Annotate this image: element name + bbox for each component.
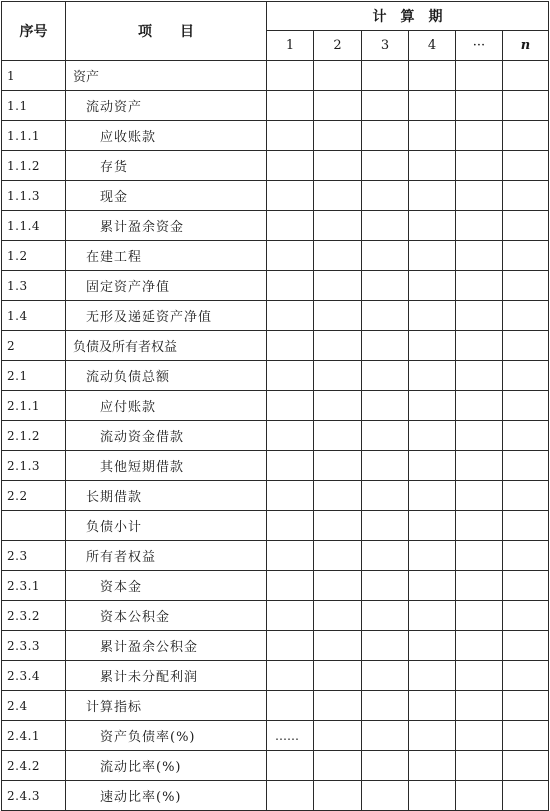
period-cell (267, 511, 314, 541)
period-cell (409, 181, 456, 211)
header-period-1: 1 (267, 31, 314, 61)
table-row (2, 361, 549, 391)
row-item: 应付账款 (66, 391, 267, 421)
header-period-group: 计 算 期 (267, 2, 549, 31)
period-cell (409, 601, 456, 631)
row-seq: 1.1.2 (2, 151, 66, 181)
period-cell (362, 451, 409, 481)
table-row (2, 61, 549, 91)
period-cell (409, 571, 456, 601)
period-cell (267, 301, 314, 331)
period-cell (267, 331, 314, 361)
period-cell (503, 331, 549, 361)
period-cell (503, 481, 549, 511)
row-seq: 2.3 (2, 541, 66, 571)
period-cell (267, 691, 314, 721)
period-cell (456, 511, 503, 541)
period-cell (314, 661, 362, 691)
period-cell (503, 451, 549, 481)
period-cell (362, 751, 409, 781)
period-cell (362, 631, 409, 661)
period-cell (314, 121, 362, 151)
period-cell (456, 601, 503, 631)
row-item: 在建工程 (66, 241, 267, 271)
row-seq: 2.1 (2, 361, 66, 391)
row-item: 资产负债率(%) (66, 721, 267, 751)
period-cell (503, 421, 549, 451)
row-item: 无形及递延资产净值 (66, 301, 267, 331)
period-cell (314, 271, 362, 301)
period-cell (456, 331, 503, 361)
period-cell (314, 481, 362, 511)
period-cell (267, 631, 314, 661)
period-cell (503, 691, 549, 721)
table-row (2, 631, 549, 661)
period-cell (362, 661, 409, 691)
row-item: 流动负债总额 (66, 361, 267, 391)
period-cell (362, 151, 409, 181)
row-seq: 2.1.3 (2, 451, 66, 481)
row-item: 其他短期借款 (66, 451, 267, 481)
header-row-top (2, 2, 549, 31)
period-cell (409, 271, 456, 301)
table-row (2, 541, 549, 571)
period-cell (267, 541, 314, 571)
header-item: 项 目 (66, 2, 267, 61)
period-cell (314, 331, 362, 361)
period-cell (314, 301, 362, 331)
period-cell (267, 601, 314, 631)
row-seq: 2.3.1 (2, 571, 66, 601)
period-cell (314, 511, 362, 541)
table-row (2, 181, 549, 211)
period-cell (362, 361, 409, 391)
period-cell (267, 781, 314, 811)
row-seq: 1.1.1 (2, 121, 66, 151)
header-period-3: 3 (362, 31, 409, 61)
period-cell (456, 121, 503, 151)
period-cell (503, 91, 549, 121)
period-cell (362, 181, 409, 211)
header-period-4: 4 (409, 31, 456, 61)
period-cell (456, 241, 503, 271)
period-cell (503, 211, 549, 241)
table-body (2, 61, 549, 811)
period-cell (267, 181, 314, 211)
period-cell (409, 721, 456, 751)
period-cell (409, 631, 456, 661)
row-seq: 2.1.2 (2, 421, 66, 451)
period-cell (267, 91, 314, 121)
row-seq: 1.4 (2, 301, 66, 331)
period-cell (456, 661, 503, 691)
header-period-n: n (503, 31, 549, 61)
header-seq: 序号 (2, 2, 66, 61)
row-item: 累计盈余资金 (66, 211, 267, 241)
period-cell (503, 151, 549, 181)
table-row (2, 451, 549, 481)
period-cell (456, 451, 503, 481)
row-seq: 1.1.3 (2, 181, 66, 211)
row-seq: 2.4.1 (2, 721, 66, 751)
table-row (2, 721, 549, 751)
table-row (2, 301, 549, 331)
row-seq: 1.2 (2, 241, 66, 271)
table-row (2, 601, 549, 631)
period-cell (267, 121, 314, 151)
period-cell (456, 481, 503, 511)
period-cell (456, 271, 503, 301)
table-header (2, 2, 549, 61)
balance-sheet-table (1, 1, 549, 811)
row-item: 存货 (66, 151, 267, 181)
period-cell (267, 151, 314, 181)
period-cell (503, 361, 549, 391)
period-cell (503, 781, 549, 811)
period-cell (409, 541, 456, 571)
row-seq: 2 (2, 331, 66, 361)
period-cell (456, 301, 503, 331)
table-row (2, 481, 549, 511)
row-item: 速动比率(%) (66, 781, 267, 811)
period-cell (409, 481, 456, 511)
period-cell (267, 481, 314, 511)
period-cell (456, 751, 503, 781)
row-item: 所有者权益 (66, 541, 267, 571)
period-cell (362, 481, 409, 511)
table-row (2, 391, 549, 421)
period-cell (409, 511, 456, 541)
period-cell (314, 751, 362, 781)
period-cell (409, 691, 456, 721)
period-cell (409, 61, 456, 91)
row-item: 资产 (66, 61, 267, 91)
row-seq: 1.1.4 (2, 211, 66, 241)
header-period-ellipsis: ··· (456, 31, 503, 61)
table-row (2, 691, 549, 721)
row-item: 计算指标 (66, 691, 267, 721)
period-cell (503, 301, 549, 331)
period-cell (409, 121, 456, 151)
period-cell (267, 241, 314, 271)
period-cell (267, 361, 314, 391)
period-cell (456, 181, 503, 211)
period-cell: …… (267, 721, 314, 751)
period-cell (314, 571, 362, 601)
period-cell (409, 241, 456, 271)
period-cell (314, 211, 362, 241)
period-cell (362, 541, 409, 571)
period-cell (409, 781, 456, 811)
period-cell (362, 721, 409, 751)
period-cell (314, 391, 362, 421)
period-cell (409, 361, 456, 391)
row-item: 现金 (66, 181, 267, 211)
row-seq: 2.2 (2, 481, 66, 511)
period-cell (503, 571, 549, 601)
period-cell (267, 271, 314, 301)
period-cell (503, 511, 549, 541)
period-cell (362, 331, 409, 361)
table-row (2, 241, 549, 271)
period-cell (267, 451, 314, 481)
period-cell (456, 571, 503, 601)
row-item: 固定资产净值 (66, 271, 267, 301)
period-cell (362, 271, 409, 301)
period-cell (456, 61, 503, 91)
row-item: 累计盈余公积金 (66, 631, 267, 661)
period-cell (409, 661, 456, 691)
table-row (2, 781, 549, 811)
table-row (2, 271, 549, 301)
row-seq: 2.3.4 (2, 661, 66, 691)
period-cell (314, 61, 362, 91)
period-cell (362, 91, 409, 121)
period-cell (409, 751, 456, 781)
period-cell (503, 391, 549, 421)
period-cell (362, 781, 409, 811)
table-row (2, 331, 549, 361)
period-cell (267, 391, 314, 421)
period-cell (314, 151, 362, 181)
table-row (2, 661, 549, 691)
row-item: 流动资金借款 (66, 421, 267, 451)
period-cell (503, 751, 549, 781)
row-item: 资本金 (66, 571, 267, 601)
period-cell (314, 181, 362, 211)
period-cell (409, 391, 456, 421)
row-seq: 2.4 (2, 691, 66, 721)
row-item: 累计未分配利润 (66, 661, 267, 691)
period-cell (409, 211, 456, 241)
period-cell (503, 121, 549, 151)
row-item: 流动资产 (66, 91, 267, 121)
period-cell (362, 61, 409, 91)
row-seq: 1.3 (2, 271, 66, 301)
period-cell (503, 721, 549, 751)
period-cell (409, 91, 456, 121)
period-cell (503, 241, 549, 271)
period-cell (503, 631, 549, 661)
period-cell (267, 661, 314, 691)
period-cell (409, 451, 456, 481)
period-cell (314, 451, 362, 481)
row-item: 长期借款 (66, 481, 267, 511)
period-cell (267, 751, 314, 781)
period-cell (456, 421, 503, 451)
period-cell (314, 541, 362, 571)
table-row (2, 421, 549, 451)
period-cell (409, 301, 456, 331)
period-cell (314, 721, 362, 751)
period-cell (409, 151, 456, 181)
period-cell (314, 91, 362, 121)
period-cell (456, 541, 503, 571)
table-row (2, 211, 549, 241)
table-row (2, 121, 549, 151)
period-cell (267, 211, 314, 241)
table-row (2, 91, 549, 121)
period-cell (503, 61, 549, 91)
period-cell (314, 781, 362, 811)
period-cell (456, 391, 503, 421)
period-cell (503, 541, 549, 571)
period-cell (267, 421, 314, 451)
header-period-2: 2 (314, 31, 362, 61)
period-cell (314, 421, 362, 451)
row-seq: 1.1 (2, 91, 66, 121)
row-seq: 2.4.2 (2, 751, 66, 781)
period-cell (362, 421, 409, 451)
table-row (2, 511, 549, 541)
row-item: 负债小计 (66, 511, 267, 541)
row-seq (2, 511, 66, 541)
period-cell (362, 691, 409, 721)
period-cell (456, 211, 503, 241)
row-seq: 2.4.3 (2, 781, 66, 811)
row-item: 应收账款 (66, 121, 267, 151)
table-row (2, 751, 549, 781)
period-cell (362, 601, 409, 631)
row-seq: 2.3.3 (2, 631, 66, 661)
period-cell (503, 601, 549, 631)
row-seq: 2.3.2 (2, 601, 66, 631)
period-cell (362, 301, 409, 331)
period-cell (409, 331, 456, 361)
period-cell (314, 631, 362, 661)
row-item: 负债及所有者权益 (66, 331, 267, 361)
period-cell (314, 601, 362, 631)
period-cell (503, 271, 549, 301)
period-cell (362, 511, 409, 541)
period-cell (362, 211, 409, 241)
period-cell (362, 121, 409, 151)
period-cell (456, 361, 503, 391)
period-cell (314, 691, 362, 721)
period-cell (456, 781, 503, 811)
balance-sheet-table-container (1, 1, 549, 811)
period-cell (456, 91, 503, 121)
period-cell (456, 691, 503, 721)
period-cell (503, 181, 549, 211)
row-seq: 1 (2, 61, 66, 91)
period-cell (456, 631, 503, 661)
period-cell (267, 571, 314, 601)
period-cell (456, 151, 503, 181)
period-cell (362, 571, 409, 601)
table-row (2, 571, 549, 601)
table-row (2, 151, 549, 181)
period-cell (503, 661, 549, 691)
row-item: 流动比率(%) (66, 751, 267, 781)
period-cell (314, 361, 362, 391)
row-seq: 2.1.1 (2, 391, 66, 421)
period-cell (362, 391, 409, 421)
period-cell (362, 241, 409, 271)
period-cell (409, 421, 456, 451)
period-cell (456, 721, 503, 751)
period-cell (314, 241, 362, 271)
period-cell (267, 61, 314, 91)
row-item: 资本公积金 (66, 601, 267, 631)
